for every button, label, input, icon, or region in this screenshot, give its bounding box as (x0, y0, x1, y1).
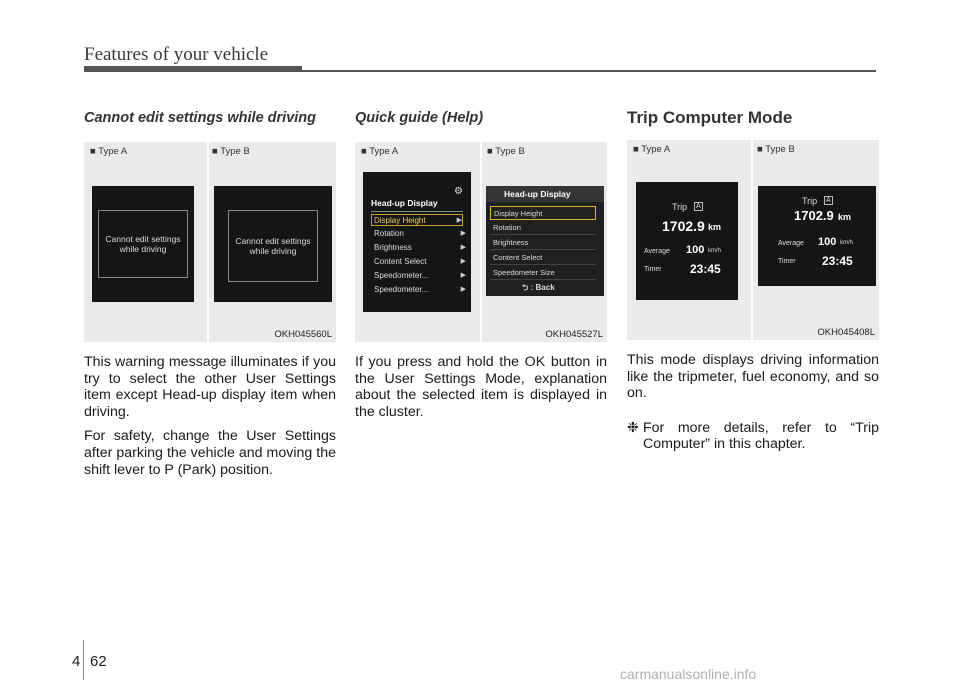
back-hint: ⮌ : Back (522, 283, 555, 292)
timer-label: Timer (644, 266, 662, 273)
warning-message-a: Cannot edit settings while driving (98, 210, 188, 278)
type-b-label: ■ Type B (487, 146, 525, 157)
type-b-label: ■ Type B (212, 146, 250, 157)
gear-icon: ⚙ (454, 186, 463, 197)
column-trip-computer (627, 110, 879, 453)
type-b-label: ■ Type B (757, 144, 795, 155)
timer-label: Timer (778, 258, 796, 265)
average-unit: km/h (708, 248, 722, 254)
menu-item-rotation: Rotation ▶ (374, 229, 466, 238)
paragraph: This warning message illuminates if you try to select the other User Settings item except Head-up display item when driving. (84, 354, 336, 420)
distance-unit: km (838, 212, 852, 222)
section-heading: Cannot edit settings while driving (84, 110, 317, 126)
menu-item-display-height: Display Height (490, 206, 596, 220)
average-value: 100 (686, 244, 705, 256)
average-unit: km/h (840, 240, 854, 246)
figure-code: OKH045527L (545, 329, 603, 340)
screen-type-a (636, 182, 738, 300)
figure-divider (751, 140, 753, 340)
figure-code: OKH045408L (817, 327, 875, 338)
watermark: carmanualsonline.info (620, 666, 757, 682)
type-a-label: ■ Type A (90, 146, 128, 157)
footer-divider (83, 640, 84, 680)
menu-item-display-height: Display Height ▶ (371, 214, 463, 226)
menu-item-brightness: Brightness (490, 236, 596, 250)
timer-value: 23:45 (690, 262, 721, 276)
menu-item-speedometer: Speedometer... ▶ (374, 285, 466, 294)
column-cannot-edit (84, 110, 336, 486)
page-number: 62 (90, 653, 107, 670)
figure-trip-computer (627, 140, 879, 340)
note (627, 420, 879, 453)
page-header-title: Features of your vehicle (84, 44, 269, 65)
header-bar (84, 66, 302, 72)
section-heading: Quick guide (Help) (355, 110, 484, 126)
figure-code: OKH045560L (274, 329, 332, 340)
screen-type-b (758, 186, 876, 286)
warning-message-b: Cannot edit settings while driving (228, 210, 318, 282)
type-a-label: ■ Type A (633, 144, 671, 155)
screen-type-a (363, 172, 471, 312)
paragraph: For safety, change the User Settings after parking the vehicle and moving the shift lever to P (Park) position. (84, 428, 336, 478)
average-label: Average (644, 248, 670, 255)
column-quick-guide (355, 110, 607, 428)
menu-title: Head-up Display (371, 198, 438, 208)
figure-divider (207, 142, 209, 342)
menu-title: Head-up Display (504, 189, 571, 199)
screen-type-b (214, 186, 332, 302)
trip-id-badge: A (826, 197, 831, 204)
section-number: 4 (72, 653, 81, 670)
menu-item-speedometer-size: Speedometer Size (490, 266, 596, 280)
average-value: 100 (818, 236, 837, 248)
distance-value: 1702.9 (662, 218, 705, 234)
note-symbol-icon: ❉ (627, 419, 639, 436)
menu-item-brightness: Brightness ▶ (374, 243, 466, 252)
menu-item-rotation: Rotation (490, 221, 596, 235)
trip-label: Trip (672, 202, 688, 212)
type-a-label: ■ Type A (361, 146, 399, 157)
figure-quick-guide (355, 142, 607, 342)
trip-id-badge: A (696, 203, 701, 210)
distance-unit: km (708, 222, 722, 232)
distance-value: 1702.9 (794, 208, 834, 223)
note-text: For more details, refer to “Trip Computer” in this chapter. (643, 419, 879, 453)
figure-divider (480, 142, 482, 342)
timer-value: 23:45 (822, 254, 853, 268)
menu-item-content-select: Content Select ▶ (374, 257, 466, 266)
figure-cannot-edit (84, 142, 336, 342)
menu-item-content-select: Content Select (490, 251, 596, 265)
average-label: Average (778, 240, 804, 247)
header-line (302, 70, 876, 72)
screen-type-b (486, 186, 604, 296)
paragraph: This mode displays driving information like the tripmeter, fuel economy, and so on. (627, 352, 879, 402)
menu-divider (371, 211, 463, 212)
menu-item-speedometer: Speedometer... ▶ (374, 271, 466, 280)
trip-label: Trip (802, 196, 818, 206)
paragraph: If you press and hold the OK button in the User Settings Mode, explanation about the selected item is displayed in the cluster. (355, 354, 607, 420)
section-heading: Trip Computer Mode (627, 108, 793, 127)
screen-type-a (92, 186, 194, 302)
